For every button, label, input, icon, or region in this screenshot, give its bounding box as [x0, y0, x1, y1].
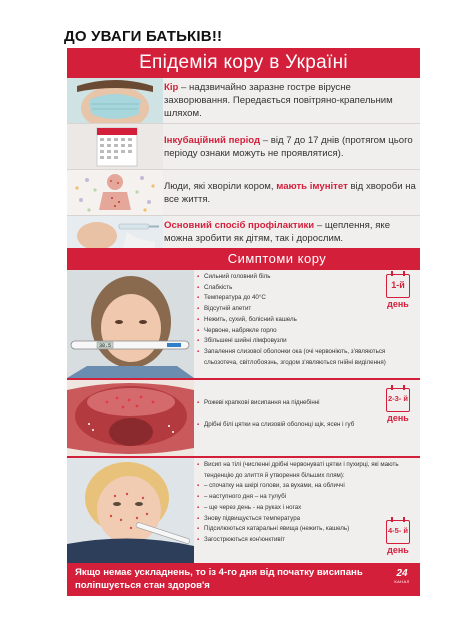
info-highlight-prevention: Основний спосіб профілактики [164, 220, 315, 231]
symptom-item: ▪ Слабкість [197, 283, 377, 294]
sick-child-thermometer-image [67, 270, 194, 378]
child-with-rash-image [67, 458, 194, 563]
info-row-incubation [67, 124, 420, 169]
symptom-item: ▪ Відсутній апетит [197, 304, 377, 315]
symptom-item: ▪ Червоне, набрякле горло [197, 326, 377, 337]
info-body-immunity: від хвороби на все життя. [164, 180, 416, 205]
symptoms-stage-day1 [67, 270, 420, 378]
info-row-prevention [67, 204, 420, 248]
calendar-icon [386, 388, 410, 412]
symptom-item: ▪ Рожеві крапкові висипання на піднебінні [197, 398, 419, 409]
measles-poster [67, 48, 420, 596]
symptom-item: ▪ – ще через день - на руках і ногах [197, 503, 377, 514]
symptom-item: ▪ – спочатку на шкірі голови, за вухами, на обличчі [197, 481, 377, 492]
info-highlight-incubation: Інкубаційний період [164, 134, 261, 146]
info-highlight-immunity: мають імунітет [276, 180, 348, 192]
mask-woman-image [67, 78, 163, 123]
info-highlight-measles: Кір [164, 82, 179, 93]
symptoms-stage-day2 [67, 380, 420, 456]
calendar-icon [386, 520, 410, 544]
symptom-item: ▪ Запалення слизової оболонки ока (очі червоніють, з'являються сльозотеча, світлобоязнь, згодом з'являються гнійні виділення) [197, 347, 419, 368]
calendar-icon [386, 274, 410, 298]
poster-title: Епідемія кору в Україні [67, 48, 420, 78]
info-body-incubation: – від 7 до 17 днів (протягом цього періоду ознаки можуть не проявлятися). [164, 134, 413, 159]
symptom-item: ▪ – наступного дня – на тулубі [197, 492, 377, 503]
symptom-item: ▪ Знову підвищується температура [197, 514, 377, 525]
info-row-measles [67, 78, 420, 123]
info-text-incubation [164, 124, 420, 169]
symptom-item: ▪ Висип на тілі (численні дрібні червонуваті цятки і пухирці, які мають тенденцію до злиття й утворення більших плям): [197, 460, 419, 481]
symptom-list-day1 [197, 272, 386, 368]
symptom-item: ▪ Нежить, сухий, болісний кашель [197, 315, 377, 326]
day-word: день [387, 545, 409, 555]
symptom-item: ▪ Дрібні білі цятки на слизовій оболонці щік, ясен і губ [197, 420, 419, 431]
info-prefix-immunity: Люди, які хворіли кором, [164, 180, 277, 192]
symptoms-title-bar [67, 248, 420, 270]
logo-number: 24 [396, 568, 408, 579]
day-word: день [387, 413, 409, 423]
info-text-prevention [164, 216, 420, 248]
symptom-item: ▪ Загострюються кон'юнктивіт [197, 535, 377, 546]
day-word: день [387, 299, 409, 309]
day-number: 2-3- й [387, 394, 409, 403]
day-number: 4-5- й [387, 526, 409, 535]
day-badge-3 [385, 520, 411, 555]
symptoms-stage-day4 [67, 458, 420, 563]
symptom-item: ▪ Збільшені шийні лімфовузли [197, 336, 377, 347]
symptom-item: ▪ Підсилюються катаральні явища (нежить, кашель) [197, 524, 377, 535]
symptom-item: ▪ Температура до 40°С [197, 293, 377, 304]
mouth-rash-image [67, 380, 194, 456]
page-heading: ДО УВАГИ БАТЬКІВ!! [64, 28, 223, 45]
poster-footer [67, 563, 420, 596]
day-number: 1-й [391, 280, 405, 290]
footer-message: Якщо немає ускладнень, то із 4-го дня від початку висипань поліпшується стан здоров'я [75, 567, 363, 591]
channel-24-logo [390, 568, 414, 590]
vaccination-image [67, 216, 163, 248]
symptom-item: ▪ Сильний головний біль [197, 272, 377, 283]
info-text-measles [164, 78, 420, 123]
calendar-image [67, 124, 163, 169]
symptoms-title: Симптоми кору [227, 251, 327, 266]
info-body-prevention: – щеплення, яке можна зробити як дітям, так і дорослим. [164, 220, 391, 244]
symptom-list-day2 [197, 398, 377, 430]
day-badge-1 [385, 274, 411, 309]
logo-text: КАНАЛ [394, 579, 410, 584]
thermometer-readout: 38.5 [98, 343, 112, 349]
info-body-measles: – надзвичайно заразне гостре вірусне захворювання. Передається повітряно-крапельним шляхом. [164, 82, 393, 119]
day-badge-2 [385, 388, 411, 423]
